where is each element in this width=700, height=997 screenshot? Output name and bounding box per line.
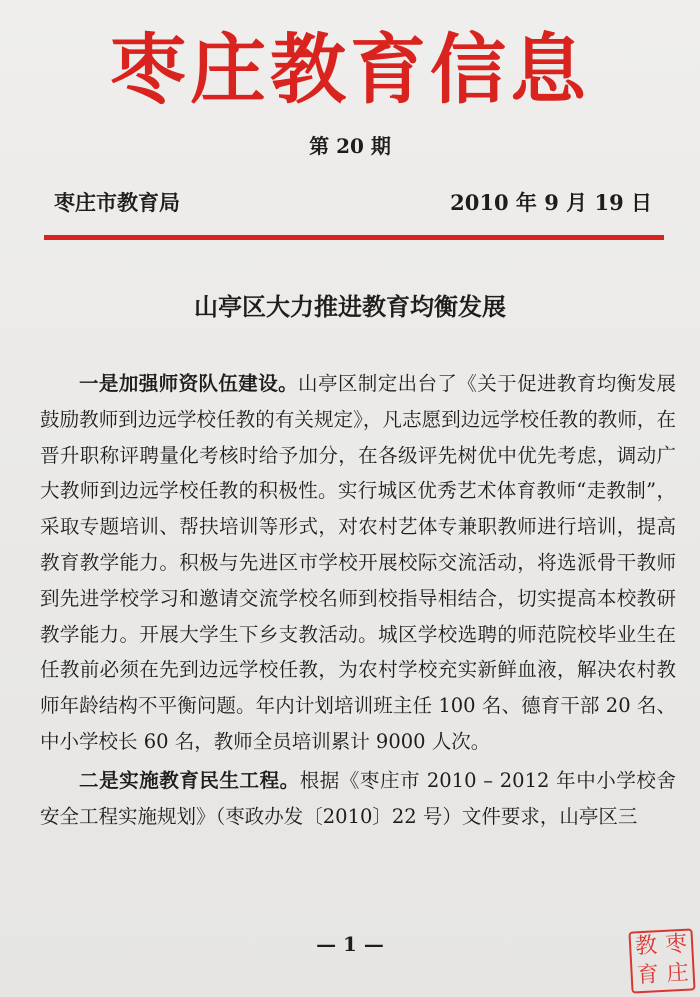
paragraph-lead: 二是实施教育民生工程。 xyxy=(79,768,300,792)
masthead-title: 枣庄教育信息 xyxy=(110,25,590,114)
page-number: — 1 — xyxy=(316,932,384,956)
paragraph xyxy=(40,366,676,760)
paragraph-text: 根据《枣庄市 2010 – 2012 年中小学校舍安全工程实施规划》（枣政办发〔2010〕22 号）文件要求，山亭区三 xyxy=(40,768,676,828)
red-divider-rule xyxy=(44,235,664,240)
seal-char: 枣 xyxy=(664,931,688,958)
seal-char: 教 xyxy=(634,933,658,960)
article-body xyxy=(40,366,676,837)
paragraph-text: 山亭区制定出台了《关于促进教育均衡发展鼓励教师到边远学校任教的有关规定》，凡志愿到边远学校任教的教师，在晋升职称评聘量化考核时给予加分，在各级评先树优中优先考虑，调动广大教师到边远学校任教的积极性。实行城区优秀艺术体育教师“走教制”，采取专题培训、帮扶培训等形式，对农村艺体专兼职教师进行培训，提高教育教学能力。积极与先进区市学校开展校际交流活动，将选派骨干教师到先进学校学习和邀请交流学校名师到校指导相结合，切实提高本校教研教学能力。开展大学生下乡支教活动。城区学校选聘的师范院校毕业生在任教前必须在先到边远学校任教，为农村学校充实新鲜血液，解决农村教师年龄结构不平衡问题。年内计划培训班主任 100 名、德育干部 20 名、中小学校长 60 名，教师全员培训累计 9000 人次。 xyxy=(40,372,676,753)
seal-char: 庄 xyxy=(666,960,690,987)
red-seal-stamp xyxy=(628,928,695,993)
paragraph xyxy=(40,763,676,835)
publication-date: 2010 年 9 月 19 日 xyxy=(450,190,652,215)
issue-number: 第 20 期 xyxy=(309,134,391,158)
seal-char: 育 xyxy=(636,962,660,989)
publisher: 枣庄市教育局 xyxy=(54,190,180,215)
article-title: 山亭区大力推进教育均衡发展 xyxy=(194,293,506,321)
paragraph-lead: 一是加强师资队伍建设。 xyxy=(79,372,299,395)
